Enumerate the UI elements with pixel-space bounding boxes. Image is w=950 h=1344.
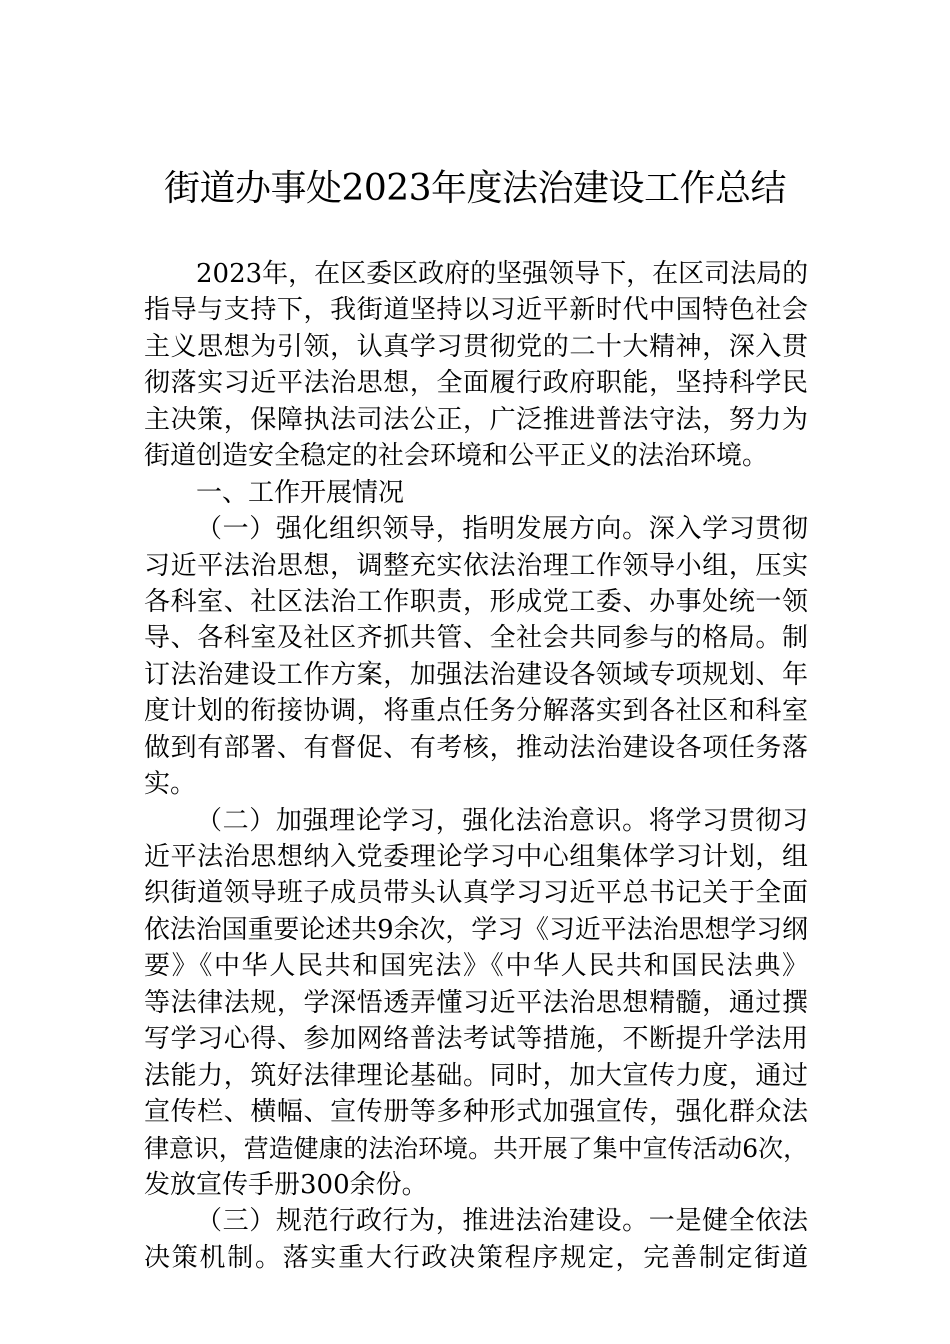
text-line: 习近平法治思想，调整充实依法治理工作领导小组，压实 bbox=[144, 550, 808, 581]
text-line: 度计划的衔接协调，将重点任务分解落实到各社区和科室 bbox=[144, 696, 808, 727]
text-line: 织街道领导班子成员带头认真学习习近平总书记关于全面 bbox=[144, 878, 808, 909]
text-line: 宣传栏、横幅、宣传册等多种形式加强宣传，强化群众法 bbox=[144, 1097, 808, 1128]
text-line: 导、各科室及社区齐抓共管、全社会共同参与的格局。制 bbox=[144, 623, 808, 654]
text-line: 律意识，营造健康的法治环境。共开展了集中宣传活动6次， bbox=[144, 1133, 808, 1163]
text-line: （一）强化组织领导，指明发展方向。深入学习贯彻 bbox=[196, 514, 808, 545]
text-line: 各科室、社区法治工作职责，形成党工委、办事处统一领 bbox=[144, 586, 808, 617]
text-line: 指导与支持下，我街道坚持以习近平新时代中国特色社会 bbox=[144, 295, 808, 326]
text-line: 做到有部署、有督促、有考核，推动法治建设各项任务落 bbox=[144, 732, 808, 763]
text-line: （三）规范行政行为，推进法治建设。一是健全依法 bbox=[196, 1206, 808, 1237]
text-line: 决策机制。落实重大行政决策程序规定，完善制定街道 bbox=[144, 1242, 808, 1273]
text-line: 实。 bbox=[144, 769, 197, 800]
text-line: 法能力，筑好法律理论基础。同时，加大宣传力度，通过 bbox=[144, 1060, 808, 1091]
text-line: 依法治国重要论述共9余次，学习《习近平法治思想学习纲 bbox=[144, 914, 808, 945]
document-title: 街道办事处2023年度法治建设工作总结 bbox=[163, 168, 787, 209]
text-line: 发放宣传手册300余份。 bbox=[144, 1169, 428, 1200]
text-line: 2023年，在区委区政府的坚强领导下，在区司法局的 bbox=[196, 259, 809, 289]
text-line: 一、工作开展情况 bbox=[196, 477, 405, 508]
text-line: 彻落实习近平法治思想，全面履行政府职能，坚持科学民 bbox=[144, 368, 808, 399]
text-line: 写学习心得、参加网络普法考试等措施，不断提升学法用 bbox=[144, 1024, 808, 1055]
text-line: 主决策，保障执法司法公正，广泛推进普法守法，努力为 bbox=[144, 404, 808, 435]
text-line: 街道创造安全稳定的社会环境和公平正义的法治环境。 bbox=[144, 441, 769, 472]
text-line: （二）加强理论学习，强化法治意识。将学习贯彻习 bbox=[196, 805, 808, 836]
text-line: 主义思想为引领，认真学习贯彻党的二十大精神，深入贯 bbox=[144, 331, 808, 362]
text-line: 订法治建设工作方案，加强法治建设各领域专项规划、年 bbox=[144, 659, 808, 690]
text-line: 要》《中华人民共和国宪法》《中华人民共和国民法典》 bbox=[144, 951, 808, 982]
document-body bbox=[144, 256, 808, 1276]
text-line: 等法律法规，学深悟透弄懂习近平法治思想精髓，通过撰 bbox=[144, 987, 808, 1018]
text-line: 近平法治思想纳入党委理论学习中心组集体学习计划，组 bbox=[144, 842, 808, 872]
